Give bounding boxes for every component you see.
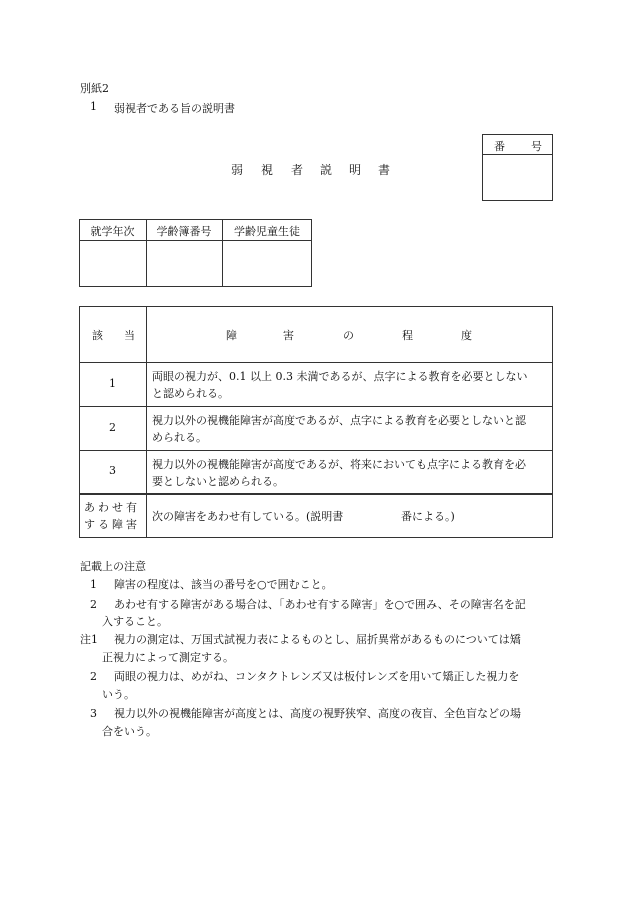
subtitle-number: 1	[90, 100, 97, 113]
note-text-line: 障害の程度は、該当の番号を○で囲むこと。	[114, 578, 333, 591]
row-description-line: 視力以外の視機能障害が高度であるが、将来においても点字による教育を必	[152, 458, 526, 471]
degree-table-row-divider	[79, 406, 553, 407]
combined-text-b: 番による。)	[401, 510, 455, 523]
row-description-line: 両眼の視力が、0.1 以上 0.3 未満であるが、点字による教育を必要としない	[152, 370, 528, 383]
header-degree-char: 度	[461, 329, 472, 342]
note-text-line: あわせ有する障害がある場合は、「あわせ有する障害」を○で囲み、その障害名を記	[114, 598, 526, 611]
title-char: 視	[261, 163, 274, 177]
degree-table-double-divider	[79, 493, 553, 495]
degree-table-col-divider	[146, 306, 147, 538]
enrollment-header-student: 学齢児童生徒	[234, 225, 300, 238]
degree-table-row-divider	[79, 450, 553, 451]
note-text-line: 合をいう。	[102, 725, 157, 738]
enrollment-header-register-number: 学齢簿番号	[156, 225, 212, 238]
note-text-line: いう。	[102, 688, 135, 701]
enrollment-header-year: 就学年次	[90, 225, 135, 238]
enrollment-table-header-divider	[79, 240, 312, 241]
note-mark: 2	[90, 598, 97, 611]
attachment-label: 別紙2	[80, 82, 109, 95]
note-text-line: 視力の測定は、万国式試視力表によるものとし、屈折異常があるものについては矯	[114, 633, 521, 646]
row-description-line: められる。	[152, 431, 207, 444]
combined-label-line: する障害	[84, 518, 140, 531]
row-description-line: 視力以外の視機能障害が高度であるが、点字による教育を必要としないと認	[152, 414, 526, 427]
header-applicable-char: 当	[124, 329, 135, 342]
title-char: 明	[349, 163, 362, 177]
number-label-char: 番	[494, 140, 505, 153]
row-description-line: 要としないと認められる。	[152, 475, 284, 488]
subtitle-text: 弱視者である旨の説明書	[114, 102, 235, 115]
note-text-line: 入すること。	[102, 615, 168, 628]
title-char: 者	[291, 163, 304, 177]
header-applicable-char: 該	[92, 329, 103, 342]
number-label-char: 号	[531, 140, 542, 153]
row-description-line: と認められる。	[152, 387, 229, 400]
number-box	[482, 134, 553, 201]
title-char: 弱	[231, 163, 244, 177]
combined-label-line: あわせ有	[84, 501, 140, 514]
header-degree-char: 程	[402, 329, 413, 342]
number-box-divider	[482, 154, 553, 155]
header-degree-char: の	[343, 329, 354, 342]
degree-table-row-divider	[79, 362, 553, 363]
note-text-line: 両眼の視力は、めがね、コンタクトレンズ又は板付レンズを用いて矯正した視力を	[114, 670, 520, 683]
note-mark: 注1	[80, 633, 98, 646]
header-degree-char: 害	[283, 329, 294, 342]
header-degree-char: 障	[226, 329, 237, 342]
note-mark: 2	[90, 670, 97, 683]
note-text-line: 正視力によって測定する。	[102, 651, 234, 664]
notes-heading: 記載上の注意	[80, 560, 146, 573]
note-mark: 1	[90, 578, 97, 591]
row-number: 1	[109, 377, 116, 390]
combined-text-a: 次の障害をあわせ有している。(説明書	[152, 510, 344, 523]
row-number: 3	[109, 464, 116, 477]
note-text-line: 視力以外の視機能障害が高度とは、高度の視野狭窄、高度の夜盲、全色盲などの場	[114, 707, 521, 720]
row-number: 2	[109, 421, 116, 434]
note-mark: 3	[90, 707, 97, 720]
title-char: 書	[378, 163, 391, 177]
title-char: 説	[320, 163, 333, 177]
